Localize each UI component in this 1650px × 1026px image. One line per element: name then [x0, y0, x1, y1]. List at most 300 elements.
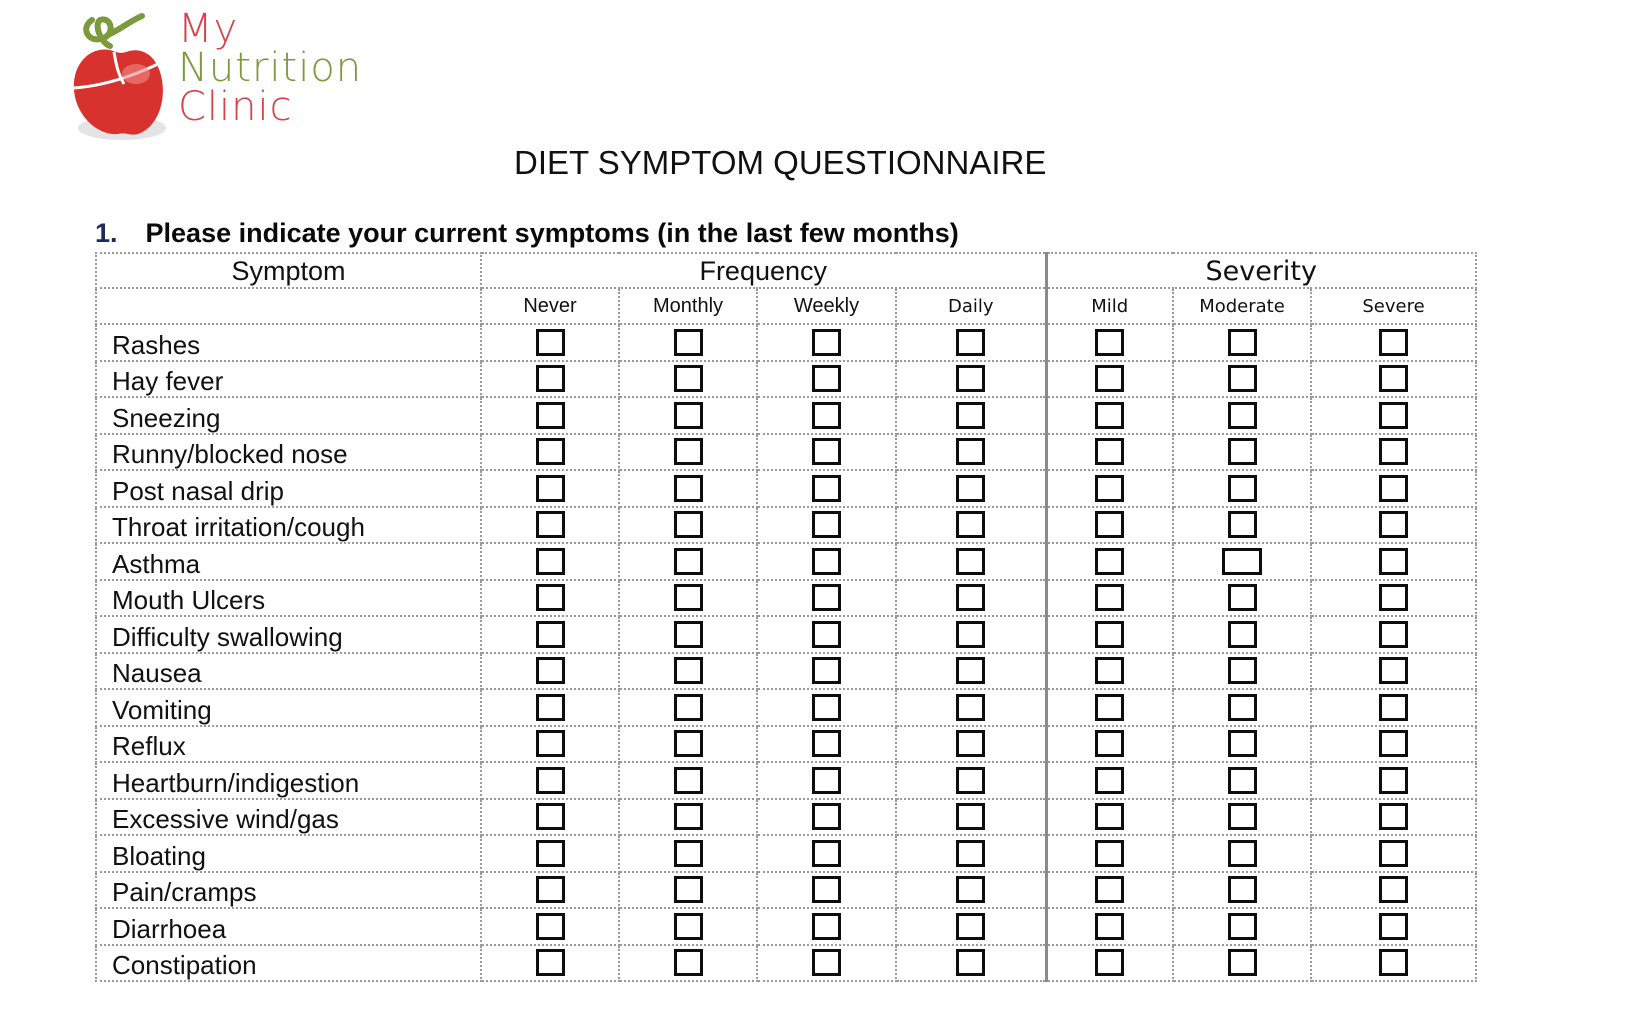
frequency-weekly-checkbox[interactable] [812, 329, 841, 356]
severity-moderate-cell [1173, 324, 1311, 361]
severity-severe-checkbox[interactable] [1379, 767, 1408, 794]
severity-moderate-cell [1173, 689, 1311, 726]
frequency-never-checkbox[interactable] [536, 803, 565, 830]
severity-mild-checkbox[interactable] [1095, 657, 1124, 684]
severity-moderate-checkbox[interactable] [1228, 621, 1257, 648]
frequency-never-cell [481, 872, 619, 909]
frequency-monthly-checkbox[interactable] [674, 840, 703, 867]
frequency-daily-checkbox[interactable] [956, 475, 985, 502]
severity-severe-header: Severe [1311, 288, 1476, 324]
table-row [96, 872, 1476, 909]
frequency-daily-checkbox[interactable] [956, 913, 985, 940]
frequency-never-checkbox[interactable] [536, 949, 565, 976]
frequency-monthly-checkbox[interactable] [674, 730, 703, 757]
frequency-never-cell [481, 434, 619, 471]
frequency-never-checkbox[interactable] [536, 913, 565, 940]
symptom-rows [96, 324, 1476, 981]
frequency-monthly-checkbox[interactable] [674, 876, 703, 903]
severity-severe-checkbox[interactable] [1379, 730, 1408, 757]
frequency-daily-checkbox[interactable] [956, 876, 985, 903]
symptom-label: Pain/cramps [96, 872, 481, 909]
severity-mild-checkbox[interactable] [1095, 694, 1124, 721]
frequency-never-checkbox[interactable] [536, 840, 565, 867]
frequency-monthly-checkbox[interactable] [674, 329, 703, 356]
frequency-never-cell [481, 799, 619, 836]
severity-severe-checkbox[interactable] [1379, 913, 1408, 940]
frequency-daily-cell [896, 872, 1046, 909]
severity-moderate-checkbox[interactable] [1228, 949, 1257, 976]
severity-moderate-checkbox[interactable] [1228, 657, 1257, 684]
frequency-daily-cell [896, 543, 1046, 580]
frequency-daily-header: Daily [896, 288, 1046, 324]
frequency-daily-checkbox[interactable] [956, 584, 985, 611]
symptom-label: Hay fever [96, 361, 481, 398]
frequency-monthly-checkbox[interactable] [674, 767, 703, 794]
frequency-monthly-cell [619, 835, 757, 872]
frequency-weekly-checkbox[interactable] [812, 438, 841, 465]
severity-moderate-cell [1173, 726, 1311, 763]
frequency-monthly-cell [619, 799, 757, 836]
frequency-weekly-checkbox[interactable] [812, 365, 841, 392]
severity-moderate-checkbox[interactable] [1228, 365, 1257, 392]
severity-mild-cell [1046, 799, 1173, 836]
frequency-daily-checkbox[interactable] [956, 621, 985, 648]
frequency-weekly-checkbox[interactable] [812, 694, 841, 721]
frequency-never-header: Never [481, 288, 619, 324]
severity-moderate-checkbox[interactable] [1228, 913, 1257, 940]
frequency-never-checkbox[interactable] [536, 329, 565, 356]
frequency-monthly-cell [619, 908, 757, 945]
severity-mild-cell [1046, 397, 1173, 434]
frequency-monthly-checkbox[interactable] [674, 657, 703, 684]
frequency-never-checkbox[interactable] [536, 365, 565, 392]
severity-severe-cell [1311, 689, 1476, 726]
severity-moderate-cell [1173, 945, 1311, 982]
severity-severe-checkbox[interactable] [1379, 657, 1408, 684]
frequency-weekly-cell [757, 908, 896, 945]
frequency-daily-checkbox[interactable] [956, 402, 985, 429]
severity-severe-checkbox[interactable] [1379, 949, 1408, 976]
severity-severe-cell [1311, 872, 1476, 909]
frequency-monthly-checkbox[interactable] [674, 511, 703, 538]
severity-moderate-checkbox[interactable] [1228, 876, 1257, 903]
header-row-groups [96, 253, 1476, 288]
severity-mild-checkbox[interactable] [1095, 803, 1124, 830]
severity-severe-checkbox[interactable] [1379, 511, 1408, 538]
frequency-monthly-checkbox[interactable] [674, 694, 703, 721]
frequency-never-checkbox[interactable] [536, 730, 565, 757]
severity-severe-cell [1311, 580, 1476, 617]
frequency-weekly-checkbox[interactable] [812, 730, 841, 757]
severity-moderate-checkbox[interactable] [1228, 730, 1257, 757]
frequency-daily-checkbox[interactable] [956, 730, 985, 757]
table-row [96, 543, 1476, 580]
frequency-weekly-checkbox[interactable] [812, 584, 841, 611]
severity-moderate-cell [1173, 835, 1311, 872]
frequency-weekly-cell [757, 324, 896, 361]
frequency-never-checkbox[interactable] [536, 657, 565, 684]
frequency-weekly-checkbox[interactable] [812, 475, 841, 502]
severity-moderate-cell [1173, 908, 1311, 945]
section-number: 1. [95, 218, 118, 248]
frequency-monthly-cell [619, 543, 757, 580]
symptom-label: Mouth Ulcers [96, 580, 481, 617]
severity-moderate-checkbox[interactable] [1228, 402, 1257, 429]
severity-severe-checkbox[interactable] [1379, 840, 1408, 867]
severity-moderate-cell [1173, 653, 1311, 690]
logo-line-my: My [178, 6, 239, 52]
frequency-monthly-cell [619, 361, 757, 398]
frequency-daily-checkbox[interactable] [956, 767, 985, 794]
frequency-monthly-cell [619, 762, 757, 799]
table-row [96, 434, 1476, 471]
table-row [96, 397, 1476, 434]
table-row [96, 945, 1476, 982]
severity-moderate-checkbox[interactable] [1228, 329, 1257, 356]
frequency-weekly-cell [757, 762, 896, 799]
frequency-monthly-checkbox[interactable] [674, 548, 703, 575]
frequency-daily-checkbox[interactable] [956, 840, 985, 867]
severity-moderate-checkbox[interactable] [1228, 767, 1257, 794]
frequency-monthly-checkbox[interactable] [674, 475, 703, 502]
severity-mild-checkbox[interactable] [1095, 621, 1124, 648]
symptom-label: Reflux [96, 726, 481, 763]
frequency-monthly-cell [619, 616, 757, 653]
frequency-monthly-cell [619, 507, 757, 544]
severity-severe-cell [1311, 507, 1476, 544]
frequency-daily-checkbox[interactable] [956, 329, 985, 356]
severity-mild-cell [1046, 470, 1173, 507]
frequency-daily-cell [896, 324, 1046, 361]
severity-moderate-checkbox[interactable] [1228, 584, 1257, 611]
symptom-label: Rashes [96, 324, 481, 361]
frequency-never-cell [481, 507, 619, 544]
symptom-label: Post nasal drip [96, 470, 481, 507]
frequency-never-cell [481, 543, 619, 580]
frequency-weekly-checkbox[interactable] [812, 840, 841, 867]
symptom-label: Difficulty swallowing [96, 616, 481, 653]
frequency-never-cell [481, 324, 619, 361]
severity-severe-checkbox[interactable] [1379, 365, 1408, 392]
symptom-label: Nausea [96, 653, 481, 690]
table-row [96, 361, 1476, 398]
frequency-weekly-checkbox[interactable] [812, 913, 841, 940]
frequency-daily-cell [896, 434, 1046, 471]
frequency-never-checkbox[interactable] [536, 548, 565, 575]
frequency-daily-cell [896, 653, 1046, 690]
severity-severe-cell [1311, 835, 1476, 872]
severity-severe-cell [1311, 543, 1476, 580]
severity-moderate-checkbox[interactable] [1228, 511, 1257, 538]
symptom-label: Bloating [96, 835, 481, 872]
frequency-weekly-checkbox[interactable] [812, 803, 841, 830]
frequency-never-cell [481, 470, 619, 507]
severity-mild-checkbox[interactable] [1095, 913, 1124, 940]
severity-severe-cell [1311, 324, 1476, 361]
frequency-daily-checkbox[interactable] [956, 694, 985, 721]
frequency-daily-cell [896, 799, 1046, 836]
symptom-subheader-blank [96, 288, 481, 324]
frequency-weekly-cell [757, 835, 896, 872]
frequency-monthly-checkbox[interactable] [674, 621, 703, 648]
frequency-daily-cell [896, 689, 1046, 726]
frequency-daily-cell [896, 616, 1046, 653]
severity-mild-cell [1046, 616, 1173, 653]
table-row [96, 616, 1476, 653]
severity-severe-checkbox[interactable] [1379, 438, 1408, 465]
symptom-label: Constipation [96, 945, 481, 982]
frequency-daily-cell [896, 470, 1046, 507]
frequency-monthly-cell [619, 872, 757, 909]
table-row [96, 835, 1476, 872]
frequency-daily-checkbox[interactable] [956, 803, 985, 830]
severity-mild-checkbox[interactable] [1095, 475, 1124, 502]
severity-mild-checkbox[interactable] [1095, 767, 1124, 794]
severity-mild-header: Mild [1046, 288, 1173, 324]
frequency-daily-cell [896, 945, 1046, 982]
frequency-monthly-cell [619, 653, 757, 690]
symptom-label: Diarrhoea [96, 908, 481, 945]
severity-severe-checkbox[interactable] [1379, 475, 1408, 502]
frequency-monthly-checkbox[interactable] [674, 438, 703, 465]
frequency-never-cell [481, 580, 619, 617]
frequency-daily-cell [896, 397, 1046, 434]
severity-moderate-checkbox[interactable] [1228, 840, 1257, 867]
symptom-column-header: Symptom [96, 253, 481, 288]
frequency-monthly-cell [619, 726, 757, 763]
frequency-never-cell [481, 616, 619, 653]
severity-mild-checkbox[interactable] [1095, 511, 1124, 538]
severity-moderate-cell [1173, 872, 1311, 909]
frequency-weekly-cell [757, 361, 896, 398]
severity-moderate-checkbox[interactable] [1228, 438, 1257, 465]
severity-severe-cell [1311, 434, 1476, 471]
frequency-monthly-cell [619, 945, 757, 982]
frequency-never-checkbox[interactable] [536, 402, 565, 429]
frequency-never-checkbox[interactable] [536, 475, 565, 502]
frequency-never-cell [481, 945, 619, 982]
frequency-daily-checkbox[interactable] [956, 949, 985, 976]
frequency-never-checkbox[interactable] [536, 694, 565, 721]
severity-mild-cell [1046, 324, 1173, 361]
severity-severe-checkbox[interactable] [1379, 548, 1408, 575]
severity-mild-checkbox[interactable] [1095, 949, 1124, 976]
severity-mild-checkbox[interactable] [1095, 548, 1124, 575]
frequency-monthly-cell [619, 470, 757, 507]
logo-wordmark [178, 6, 363, 130]
severity-moderate-cell [1173, 762, 1311, 799]
symptom-table [95, 252, 1477, 982]
symptom-label: Excessive wind/gas [96, 799, 481, 836]
frequency-weekly-header: Weekly [757, 288, 896, 324]
severity-severe-cell [1311, 726, 1476, 763]
frequency-weekly-cell [757, 616, 896, 653]
frequency-daily-checkbox[interactable] [956, 657, 985, 684]
severity-mild-checkbox[interactable] [1095, 584, 1124, 611]
table-row [96, 653, 1476, 690]
severity-moderate-cell [1173, 397, 1311, 434]
frequency-weekly-checkbox[interactable] [812, 876, 841, 903]
frequency-weekly-checkbox[interactable] [812, 402, 841, 429]
severity-moderate-cell [1173, 361, 1311, 398]
severity-moderate-cell [1173, 434, 1311, 471]
severity-moderate-cell [1173, 507, 1311, 544]
severity-mild-cell [1046, 762, 1173, 799]
frequency-monthly-checkbox[interactable] [674, 365, 703, 392]
severity-mild-checkbox[interactable] [1095, 438, 1124, 465]
severity-severe-cell [1311, 945, 1476, 982]
frequency-never-cell [481, 653, 619, 690]
section-heading-text: Please indicate your current symptoms (in the last few months) [145, 218, 959, 248]
severity-mild-checkbox[interactable] [1095, 730, 1124, 757]
frequency-monthly-checkbox[interactable] [674, 803, 703, 830]
severity-severe-cell [1311, 470, 1476, 507]
severity-moderate-checkbox[interactable] [1228, 475, 1257, 502]
frequency-monthly-checkbox[interactable] [674, 584, 703, 611]
severity-mild-checkbox[interactable] [1095, 402, 1124, 429]
frequency-never-checkbox[interactable] [536, 876, 565, 903]
frequency-monthly-cell [619, 434, 757, 471]
frequency-weekly-cell [757, 470, 896, 507]
frequency-daily-cell [896, 762, 1046, 799]
severity-mild-cell [1046, 726, 1173, 763]
severity-moderate-checkbox[interactable] [1228, 803, 1257, 830]
severity-severe-cell [1311, 762, 1476, 799]
logo-line-clinic: Clinic [178, 84, 293, 130]
table-row [96, 762, 1476, 799]
frequency-never-cell [481, 397, 619, 434]
frequency-never-checkbox[interactable] [536, 767, 565, 794]
frequency-weekly-cell [757, 872, 896, 909]
frequency-daily-checkbox[interactable] [956, 548, 985, 575]
table-row [96, 580, 1476, 617]
severity-moderate-cell [1173, 470, 1311, 507]
severity-moderate-cell [1173, 799, 1311, 836]
frequency-never-cell [481, 908, 619, 945]
severity-severe-cell [1311, 908, 1476, 945]
symptom-label: Sneezing [96, 397, 481, 434]
severity-mild-cell [1046, 872, 1173, 909]
table-row [96, 324, 1476, 361]
frequency-daily-cell [896, 835, 1046, 872]
severity-severe-cell [1311, 361, 1476, 398]
frequency-daily-cell [896, 580, 1046, 617]
logo-line-nutrition: Nutrition [178, 45, 363, 91]
severity-severe-cell [1311, 799, 1476, 836]
severity-moderate-header: Moderate [1173, 288, 1311, 324]
symptom-label: Vomiting [96, 689, 481, 726]
section-heading [95, 218, 959, 249]
severity-severe-checkbox[interactable] [1379, 329, 1408, 356]
frequency-daily-cell [896, 908, 1046, 945]
severity-severe-checkbox[interactable] [1379, 694, 1408, 721]
frequency-daily-cell [896, 726, 1046, 763]
frequency-weekly-checkbox[interactable] [812, 511, 841, 538]
frequency-monthly-checkbox[interactable] [674, 913, 703, 940]
frequency-group-header: Frequency [481, 253, 1046, 288]
severity-mild-cell [1046, 580, 1173, 617]
frequency-weekly-checkbox[interactable] [812, 621, 841, 648]
severity-mild-checkbox[interactable] [1095, 840, 1124, 867]
frequency-weekly-cell [757, 689, 896, 726]
table-row [96, 799, 1476, 836]
frequency-weekly-checkbox[interactable] [812, 548, 841, 575]
severity-mild-cell [1046, 507, 1173, 544]
severity-severe-cell [1311, 616, 1476, 653]
frequency-daily-checkbox[interactable] [956, 438, 985, 465]
severity-moderate-cell [1173, 580, 1311, 617]
frequency-weekly-cell [757, 580, 896, 617]
frequency-never-checkbox[interactable] [536, 511, 565, 538]
frequency-monthly-header: Monthly [619, 288, 757, 324]
severity-group-header: Severity [1046, 253, 1476, 288]
severity-severe-checkbox[interactable] [1379, 876, 1408, 903]
frequency-daily-checkbox[interactable] [956, 511, 985, 538]
severity-mild-cell [1046, 945, 1173, 982]
severity-moderate-cell [1173, 543, 1311, 580]
severity-severe-checkbox[interactable] [1379, 621, 1408, 648]
table-row [96, 726, 1476, 763]
frequency-daily-cell [896, 361, 1046, 398]
severity-mild-checkbox[interactable] [1095, 365, 1124, 392]
frequency-never-cell [481, 689, 619, 726]
severity-mild-cell [1046, 361, 1173, 398]
symptom-label: Runny/blocked nose [96, 434, 481, 471]
severity-mild-checkbox[interactable] [1095, 329, 1124, 356]
frequency-weekly-checkbox[interactable] [812, 949, 841, 976]
frequency-monthly-checkbox[interactable] [674, 402, 703, 429]
table-row [96, 507, 1476, 544]
severity-moderate-checkbox[interactable] [1228, 694, 1257, 721]
severity-severe-checkbox[interactable] [1379, 803, 1408, 830]
frequency-monthly-cell [619, 324, 757, 361]
severity-severe-checkbox[interactable] [1379, 584, 1408, 611]
frequency-weekly-cell [757, 726, 896, 763]
header-row-options [96, 288, 1476, 324]
severity-mild-checkbox[interactable] [1095, 876, 1124, 903]
frequency-monthly-cell [619, 580, 757, 617]
severity-severe-cell [1311, 397, 1476, 434]
table-row [96, 908, 1476, 945]
severity-mild-cell [1046, 908, 1173, 945]
table-row [96, 470, 1476, 507]
clinic-logo [70, 8, 370, 148]
frequency-weekly-cell [757, 653, 896, 690]
frequency-monthly-checkbox[interactable] [674, 949, 703, 976]
frequency-weekly-cell [757, 945, 896, 982]
frequency-daily-checkbox[interactable] [956, 365, 985, 392]
severity-moderate-cell [1173, 616, 1311, 653]
frequency-weekly-checkbox[interactable] [812, 767, 841, 794]
frequency-never-cell [481, 726, 619, 763]
frequency-never-checkbox[interactable] [536, 584, 565, 611]
symptom-label: Asthma [96, 543, 481, 580]
symptom-label: Throat irritation/cough [96, 507, 481, 544]
frequency-never-checkbox[interactable] [536, 438, 565, 465]
frequency-never-cell [481, 361, 619, 398]
frequency-monthly-cell [619, 689, 757, 726]
frequency-weekly-cell [757, 543, 896, 580]
frequency-weekly-checkbox[interactable] [812, 657, 841, 684]
severity-severe-checkbox[interactable] [1379, 402, 1408, 429]
table-row [96, 689, 1476, 726]
frequency-never-checkbox[interactable] [536, 621, 565, 648]
severity-moderate-checkbox[interactable] [1222, 548, 1262, 575]
severity-severe-cell [1311, 653, 1476, 690]
severity-mild-cell [1046, 434, 1173, 471]
frequency-weekly-cell [757, 799, 896, 836]
symptom-label: Heartburn/indigestion [96, 762, 481, 799]
